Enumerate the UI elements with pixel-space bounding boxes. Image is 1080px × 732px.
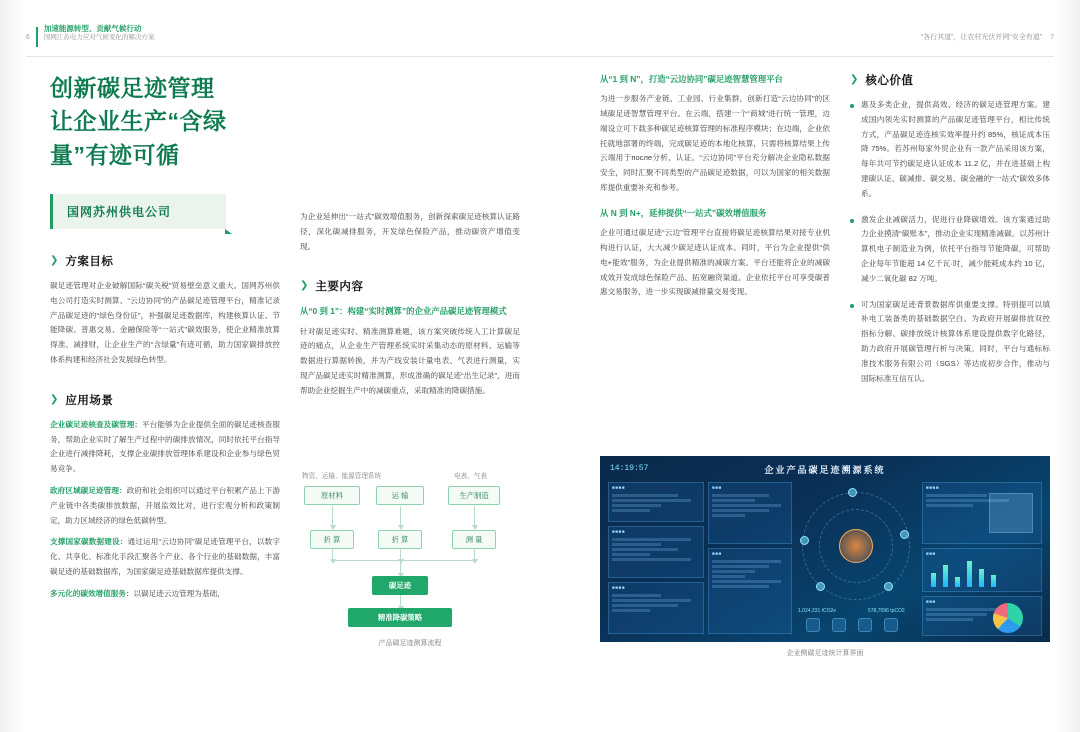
header-brand-line2: 国网江苏电力应对气候变化的解决方案 [43, 34, 155, 42]
dashboard-caption: 企业侧碳足迹统计算界面 [786, 650, 864, 657]
scenario-heading-label: 应用场景 [65, 394, 114, 407]
panel-header: ■■■■ [612, 485, 626, 490]
dashboard-panel-mid-2 [708, 548, 792, 634]
flow-caption: 产品碳足迹测算流程 [378, 640, 442, 647]
chevron-right-icon: ❯ [50, 393, 59, 405]
chevron-right-icon: ❯ [850, 74, 859, 85]
scenario-3-text: 通过运用“云边协同”碳足迹管理平台，以数字化、共享化、标准化手段汇聚各个产业、各个行业的基础数据，丰富碳足迹的基础数据库，为国家碳足迹基础数据库提供支撑。 [50, 537, 280, 576]
section-heading-value [850, 72, 1050, 88]
flow-arrow-5 [400, 549, 401, 560]
dashboard-panel-right-3 [922, 596, 1042, 636]
panel-header: ■■■■ [612, 529, 626, 534]
dashboard-kpi-left: 1,024,331 tCO2e [798, 608, 837, 614]
content-paragraph-1: 针对碳足迹实时、精准测算难题，该方案突破传统人工计算碳足迹的痛点，从企业生产管理系统实时采集动态的原材料、运输等数据进行算据转换，并为产线安装计量电表、气表进行测量，实现产品碳足迹实时精准测算，形成准确的碳足迹“出生记录”，进而帮助企业挖掘生产中的减碳重点，采取精准的降碳措施。 [300, 326, 520, 395]
dashboard-clock: 14:19:57 [610, 464, 649, 473]
column-three [600, 72, 830, 309]
header-left [26, 24, 154, 47]
page-title [50, 72, 280, 172]
subsection-heading-1ton: 从“1 到 N”，打造“云边协同”碳足迹智慧管理平台 [600, 74, 783, 84]
dashboard-panel-left-3 [608, 582, 704, 634]
section-heading-goal [50, 253, 280, 269]
content-paragraph-3: 企业可通过碳足迹“云边”管理平台直接将碳足迹核算结果对接专业机构进行认证，大大减少碳足迹认证成本。同时，平台为企业提供“供电+能效”服务，为企业提供精准的减碳方案。平台还能将企业的减碳成效开发成绿色保险产品、拓宽融资渠道。企业依托平台可享受碳普惠交易服务，进一步实现碳减排量交易变现。 [600, 228, 830, 297]
chevron-right-icon: ❯ [50, 255, 59, 267]
dashboard-network-graph [796, 486, 916, 606]
panel-header: ■■■ [926, 599, 936, 604]
network-node [800, 536, 809, 545]
flow-node-convert-2: 折 算 [378, 530, 422, 549]
scenario-3-lead: 支撑国家碳数据建设： [50, 537, 128, 547]
dashboard-title: 企业产品碳足迹溯源系统 [764, 465, 886, 475]
header-divider [26, 56, 1054, 57]
panel-header: ■■■ [712, 551, 722, 556]
left-page-number: 6 [26, 34, 30, 41]
panel-header: ■■■ [926, 551, 936, 556]
column-four [850, 72, 1050, 397]
subsection-heading-0to1: 从“0 到 1”：构建“实时测算”的企业产品碳足迹管理模式 [300, 306, 507, 317]
chevron-right-icon: ❯ [300, 280, 309, 292]
page-title-line1: 创新碳足迹管理 [50, 75, 215, 101]
dashboard-icon-3 [858, 618, 872, 632]
flow-arrow-6 [474, 549, 475, 560]
flow-arrow-7 [400, 560, 401, 574]
scenario-2-text: 政府和社会组织可以通过平台积累产品上下游产业链中各类碳排放数据，开展监效比对，进行宏观分析和政策制定，助力区域经济的绿色低碳转型。 [50, 486, 281, 525]
carbon-footprint-flow-diagram [296, 470, 524, 648]
scenario-paragraph-3 [50, 535, 280, 579]
page-title-line2: 让企业生产“含绿量”有迹可循 [50, 108, 227, 168]
flow-label-meters: 电表、气表 [454, 473, 487, 480]
organization-name: 国网苏州供电公司 [67, 205, 172, 220]
scenario-paragraph-2 [50, 484, 280, 528]
flow-node-convert-1: 折 算 [310, 530, 354, 549]
page-edge-left [0, 0, 26, 732]
scenario-1-text: 平台能够为企业提供全面的碳足迹核查服务，帮助企业实时了解生产过程中的碳排放情况，同时依托平台指导企业进行减排降耗，支撑企业碳排放管理体系建设和企业参与绿色贸易竞争。 [50, 419, 280, 474]
list-item: 激发企业减碳活力，促进行业降碳增效。该方案通过助力企业摸清“碳账本”，推动企业实现精准减碳。以苏州计算机电子制造业为例，依托平台指导节能降碳，可帮助企业每年节能超 14 亿千瓦·时，减少能耗成本约 10 亿，减少二氧化碳 82 万吨。 [850, 213, 1050, 287]
dashboard-screenshot [600, 456, 1050, 642]
flow-node-carbon-footprint: 碳足迹 [372, 576, 428, 595]
network-node [848, 488, 857, 497]
intro-paragraph: 为企业延伸出“一站式”碳效增值服务，创新探索碳足迹核算认证路径，深化碳减排服务，开发绿色保险产品，推动碳资产增值变现。 [300, 212, 520, 251]
organization-badge [50, 194, 226, 229]
flow-node-measure: 测 量 [452, 530, 496, 549]
flow-arrow-2 [400, 506, 401, 526]
subsection-heading-nton: 从 N 到 N+，延伸提供“一站式”碳效增值服务 [600, 207, 767, 218]
header-brand-line1: 加速能源转型、贡献气候行动 [43, 24, 142, 33]
flow-arrow-4 [332, 549, 333, 560]
dashboard-icon-4 [884, 618, 898, 632]
flow-node-raw-material: 原材料 [304, 486, 360, 505]
goal-heading-label: 方案目标 [65, 256, 114, 269]
network-node [884, 582, 893, 591]
scenario-paragraph-4 [50, 587, 280, 602]
dashboard-pie-chart [993, 603, 1023, 633]
section-heading-scenario [50, 392, 280, 408]
scenario-paragraph-1 [50, 418, 280, 477]
network-node [900, 530, 909, 539]
section-heading-content [300, 278, 520, 294]
core-value-list [850, 98, 1050, 386]
list-item: 可为国家碳足迹背景数据库供重要支撑。特别提可以填补电工装备类的基础数据空白。为政府开展碳排放双控指标分解、碳排放统计核算体系建设提供数字化路径，助力政府开展碳管理行析与决策。同时，平台与通标标准技术服务有限公司（SGS）等达成初步合作，推动与国际标准互信互认。 [850, 298, 1050, 387]
network-center-node [839, 529, 873, 563]
header-right [921, 32, 1054, 42]
panel-header: ■■■ [712, 485, 722, 490]
panel-header: ■■■■ [612, 585, 626, 590]
dashboard-icon-2 [832, 618, 846, 632]
dashboard-kpi-right: 578,7096 tpCO2 [868, 608, 905, 614]
flow-node-production: 生产制造 [448, 486, 500, 505]
scenario-1-lead: 企业碳足迹核查及碳管理： [50, 419, 143, 429]
content-heading-label: 主要内容 [315, 281, 364, 294]
flow-label-systems: 物资、运输、能源管理系统 [302, 473, 382, 480]
panel-header: ■■■■ [926, 485, 940, 490]
flow-arrow-3 [474, 506, 475, 526]
column-two [300, 72, 520, 408]
dashboard-panel-left-2 [608, 526, 704, 578]
content-paragraph-2: 为进一步服务产业链、工业园、行业集群，创新打造“云边协同”的区域碳足迹智慧管理平台。在云端，搭建一个“商城”进行统一管理，边端设立可下载多种碳足迹核算管理的标准程序模块；在边端，企业依托就地部署的终端，完成碳足迹的本地化核算，只需将核算结果上传云端用于после分析、认证。“云边协同”平台充分解决企业隐私数据安全，同时汇聚不同类型的产品碳足迹数据，可以为国家的相关数据库提供重要补充和参考。 [600, 94, 830, 193]
goal-paragraph: 碳足迹管理对企业破解国际“碳关税”贸易壁垒意义重大。国网苏州供电公司打造实时测算、“云边协同”的产品碳足迹管理平台，精准记录产品碳足迹的“绿色身份证”，补强碳足迹数据库，构建核算认证、节能降碳、普惠交易、金融保险等“一站式”碳效服务，使企业精准放算得准、减排财，让企业生产的“含绿量”有迹可循，助力国家碳排放控体系构建和经济社会发展绿色转型。 [50, 281, 280, 365]
dashboard-icon-1 [806, 618, 820, 632]
page-header [26, 24, 1054, 56]
value-heading-label: 核心价值 [865, 75, 914, 87]
list-item: 惠及多类企业，提供高效、经济的碳足迹管理方案。建成国内领先实时测算的产品碳足迹管理平台，相比传统方式，产品碳足迹连核实效率提升约 85%，核证成本压降 75%。若苏州每家外贸企业有一款产品采用该方案，每年共可节约碳足迹认证成本 11.2 亿，并在进基础上构建碳认证、碳减排、碳交易、碳金融的“一站式”碳效多体系。 [850, 98, 1050, 202]
scenario-2-lead: 政府区域碳足迹管理： [50, 486, 127, 495]
network-node [816, 582, 825, 591]
dashboard-panel-mid-1 [708, 482, 792, 544]
scenario-4-text: 以碳足迹云边管理为基础， [133, 588, 225, 598]
dashboard-panel-left-1 [608, 482, 704, 522]
flow-node-transport: 运 输 [376, 486, 424, 505]
flow-arrow-1 [332, 506, 333, 526]
right-page-number: 7 [1050, 33, 1054, 41]
column-one [50, 72, 280, 609]
flow-arrow-8 [400, 595, 401, 607]
dashboard-panel-right-2 [922, 548, 1042, 592]
scenario-4-lead: 多元化的碳效增值服务： [50, 588, 134, 598]
dashboard-panel-right-1 [922, 482, 1042, 544]
header-slogan: “各行其道”，让农村光伏并网“安全有道” [920, 34, 1043, 41]
page-edge-right [1054, 0, 1080, 732]
header-accent-bar [36, 27, 38, 47]
flow-node-strategy: 精准降碳策略 [348, 608, 452, 627]
